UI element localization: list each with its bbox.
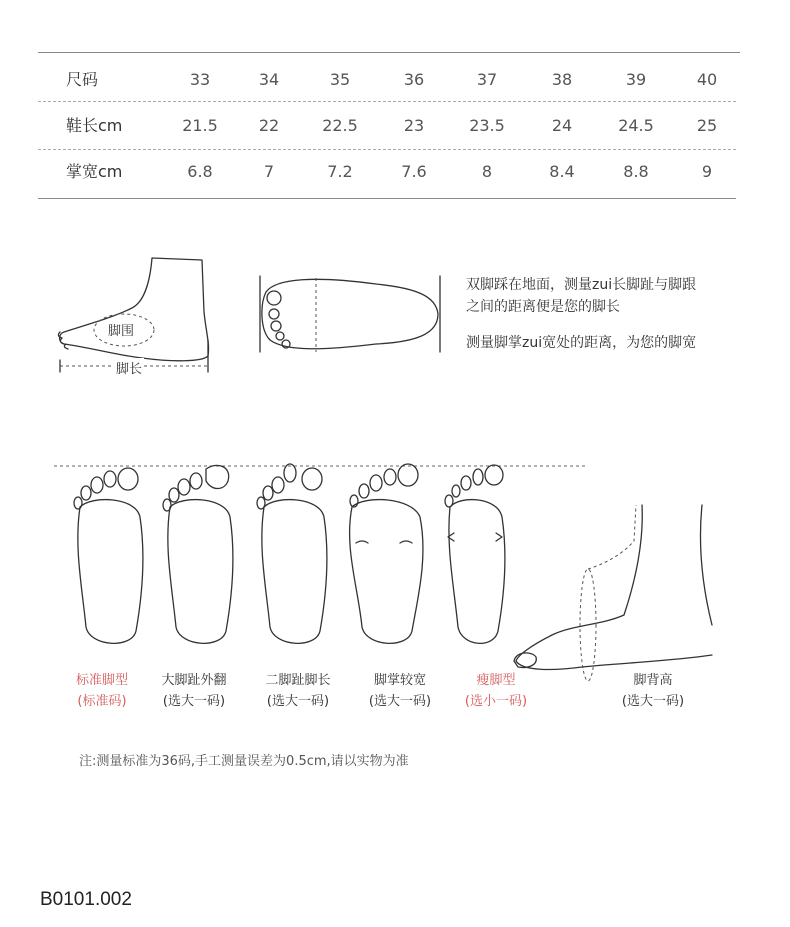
table-cell: 23 <box>403 116 425 135</box>
table-cell: 40 <box>696 70 718 89</box>
table-cell: 24.5 <box>618 116 654 135</box>
instruction-line: 之间的距离便是您的脚长 <box>466 299 620 315</box>
table-cell: 8.8 <box>623 162 649 181</box>
table-cell: 22 <box>258 116 280 135</box>
measure-instructions <box>466 274 696 354</box>
table-cell: 8.4 <box>549 162 575 181</box>
table-cell: 33 <box>189 70 211 89</box>
instruction-line: 测量脚掌zui宽处的距离，为您的脚宽 <box>466 335 697 351</box>
foot-type-name: 标准脚型 <box>75 673 128 688</box>
table-cell: 6.8 <box>187 162 213 181</box>
top-foot-illustration <box>256 270 446 360</box>
table-bottom-rule <box>38 198 736 199</box>
foot-type-caption <box>243 670 353 712</box>
measurement-note: 注:测量标准为36码,手工测量误差为0.5cm,请以实物为准 <box>79 754 409 769</box>
foot-type-advice: (选小一码) <box>464 694 528 709</box>
table-cell: 36 <box>403 70 425 89</box>
table-cell: 39 <box>625 70 647 89</box>
foot-type-caption <box>345 670 455 712</box>
table-cell: 7.2 <box>327 162 353 181</box>
length-label: 脚长 <box>114 358 144 377</box>
foot-type-name: 二脚趾脚长 <box>265 673 331 688</box>
table-cell: 7.6 <box>401 162 427 181</box>
table-row-size <box>38 57 740 103</box>
table-cell: 37 <box>476 70 498 89</box>
table-cell: 34 <box>258 70 280 89</box>
row-label: 掌宽cm <box>66 162 123 181</box>
table-cell: 23.5 <box>469 116 505 135</box>
table-cell: 9 <box>701 162 713 181</box>
circumference-label: 脚围 <box>106 320 136 339</box>
foot-type-caption <box>598 670 708 712</box>
table-cell: 22.5 <box>322 116 358 135</box>
foot-type-caption <box>139 670 249 712</box>
foot-types-illustration <box>50 455 750 665</box>
foot-type-caption <box>441 670 551 712</box>
foot-type-name: 瘦脚型 <box>476 673 516 688</box>
foot-type-advice: (选大一码) <box>621 694 685 709</box>
foot-type-name: 脚背高 <box>633 673 673 688</box>
row-label: 尺码 <box>66 70 99 89</box>
foot-type-advice: (标准码) <box>77 694 127 709</box>
table-cell: 24 <box>551 116 573 135</box>
product-code: B0101.002 <box>40 889 132 910</box>
foot-type-name: 大脚趾外翻 <box>161 673 227 688</box>
table-cell: 21.5 <box>182 116 218 135</box>
table-cell: 38 <box>551 70 573 89</box>
table-cell: 8 <box>481 162 493 181</box>
foot-type-advice: (选大一码) <box>368 694 432 709</box>
table-cell: 35 <box>329 70 351 89</box>
table-row-length <box>38 103 740 149</box>
foot-type-advice: (选大一码) <box>162 694 226 709</box>
row-label: 鞋长cm <box>66 116 123 135</box>
foot-type-name: 脚掌较宽 <box>373 673 426 688</box>
instruction-line: 双脚踩在地面，测量zui长脚趾与脚跟 <box>466 277 697 293</box>
table-cell: 7 <box>263 162 275 181</box>
table-cell: 25 <box>696 116 718 135</box>
table-row-width <box>38 149 740 195</box>
foot-type-advice: (选大一码) <box>266 694 330 709</box>
table-top-rule <box>38 52 740 53</box>
